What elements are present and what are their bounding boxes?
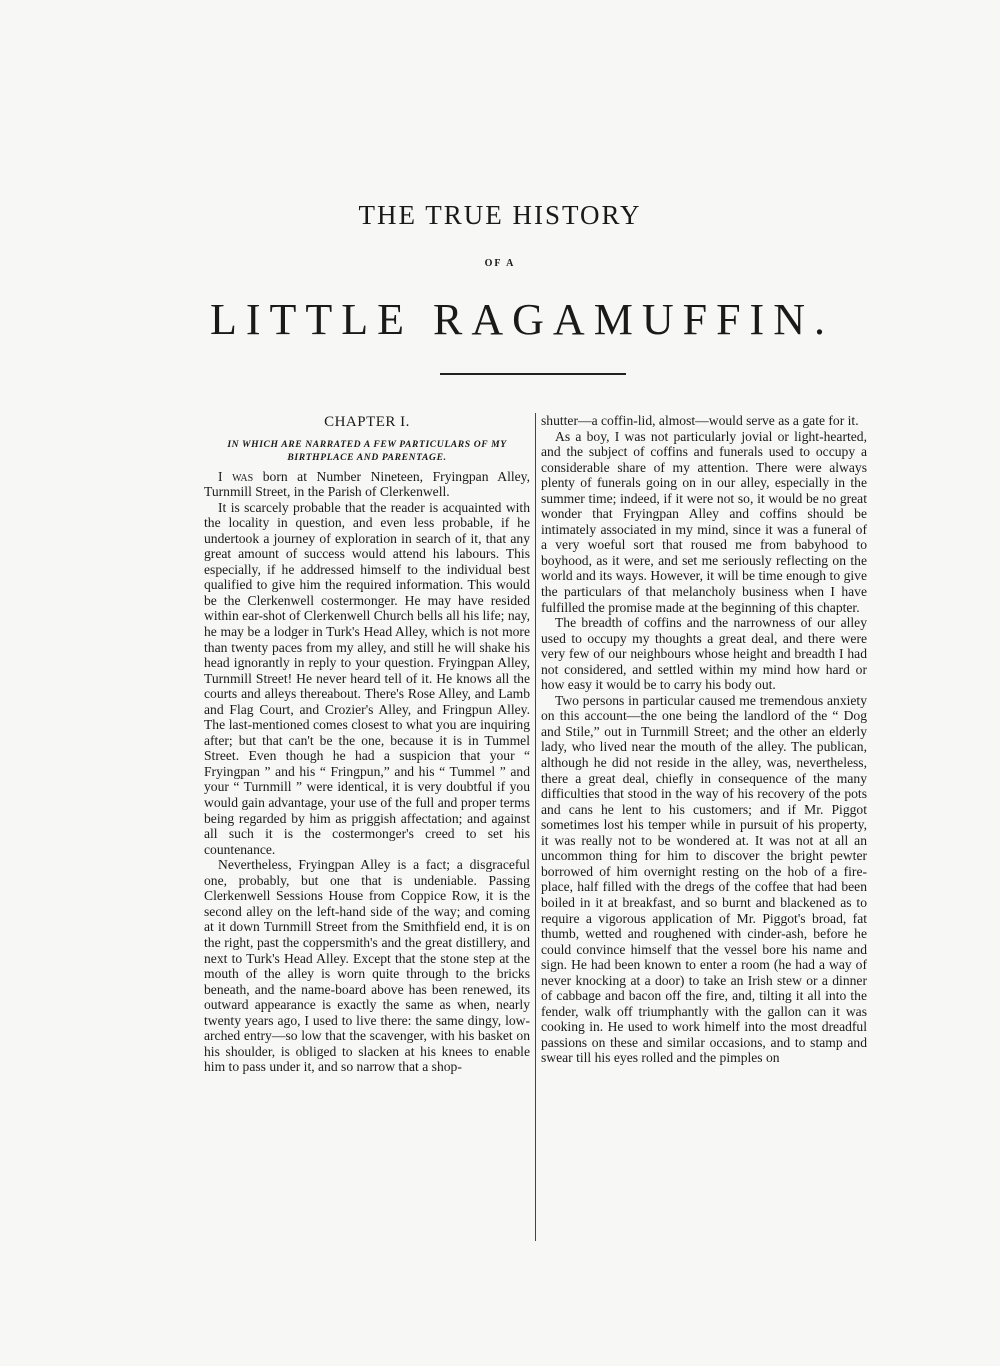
paragraph-2: It is scarcely probable that the reader is acquainted with the locality in question, and even less probable, if he undertook a journey of exploration in search of it, that any great amount of success would attend his labours. This especially, if he addressed himself to the individual best qualified to give him the required information. This would be the Clerkenwell costermonger. He may have resided within ear-shot of Clerkenwell Church bells all his life; nay, he may be a lodger in Turk's Head Alley, which is not more than twenty paces from my alley, and still he will shake his head ignorantly in reply to your question. Fryingpan Alley, Turnmill Street! He never heard tell of it. He knows all the courts and alleys thereabout. There's Rose Alley, and Lamb and Flag Court, and Crozier's Alley, and Fringpun Alley. The last-mentioned comes closest to what you are inquiring after; but that can't be the one, because it is in Tummel Street. Even though he had a suspicion that your “ Fryingpan ” and his “ Fringpun,” and his “ Tummel ” and your “ Turnmill ” were identical, it is very doubtful if you would gain advantage, your use of the full and proper terms being regarded by him as priggish affectation; and against all such it is the costermonger's creed to set his countenance. bbox=[204, 499, 530, 857]
title-main: LITTLE RAGAMUFFIN. bbox=[210, 295, 834, 344]
paragraph-1-body: born at Number Nineteen, Fryingpan Alley, Turnmill Street, in the Parish of Clerkenwell. bbox=[204, 468, 530, 500]
paragraph-1 bbox=[204, 469, 530, 500]
paragraph-5: As a boy, I was not particularly jovial or light-hearted, and the subject of coffins and funerals used to occupy a considerable share of my attention. There were always plenty of funerals going on in our alley, especially in the summer time; indeed, if it were not so, it would be no great wonder that Fryingpan Alley and coffins should be intimately associated in my mind, since it was a funeral of a very woeful sort that roused me from babyhood to boyhood, as it were, and set me seriously reflecting on the world and its ways. However, it will be time enough to give the particulars of that melancholy business when I have fulfilled the promise made at the beginning of this chapter. bbox=[541, 428, 867, 615]
paragraph-1-lead: I was bbox=[218, 468, 254, 484]
right-column bbox=[541, 413, 867, 1066]
left-column bbox=[204, 413, 530, 1075]
column-divider bbox=[535, 413, 536, 1241]
title-line-2: OF A bbox=[484, 258, 516, 269]
paragraph-4: shutter—a coffin-lid, almost—would serve as a gate for it. bbox=[541, 413, 859, 428]
paragraph-3: Nevertheless, Fryingpan Alley is a fact; a disgraceful one, probably, but one that is undeniable. Passing Clerkenwell Sessions House from Coppice Row, it is the second alley on the left-hand side of the way; and coming at it down Turnmill Street from the Smithfield end, it is on the right, past the coppersmith's and the great distillery, and next to Turk's Head Alley. Except that the stone step at the mouth of the alley is worn quite through to the bricks beneath, and the name-board above has been renewed, its outward appearance is exactly the same as when, nearly twenty years ago, I used to live there: the same dingy, low-arched entry—so low that the scavenger, with his basket on his shoulder, is obliged to slacken at his knees to enable him to pass under it, and so narrow that a shop- bbox=[204, 857, 530, 1075]
paragraph-6: The breadth of coffins and the narrowness of our alley used to occupy my thoughts a great deal, and there were very few of our neighbours whose height and breadth I had not considered, and settled within my mind how hard or how easy it would be to carry his body out. bbox=[541, 615, 867, 693]
chapter-subtitle: IN WHICH ARE NARRATED A FEW PARTICULARS OF MY BIRTHPLACE AND PARENTAGE. bbox=[227, 438, 507, 463]
paragraph-7: Two persons in particular caused me tremendous anxiety on this account—the one being the landlord of the “ Dog and Stile,” out in Turnmill Street; and the other an elderly lady, who lived near the mouth of the alley. The publican, although he did not reside in the alley, was, nevertheless, there a great deal, chiefly in consequence of the many difficulties that stood in the way of his recovery of the pots and cans he lent to his customers; and if Mr. Piggot sometimes lost his temper while in pursuit of his property, it was really not to be wondered at. It was not at all an uncommon thing for him to discover the bright pewter borrowed of him overnight resting on the hob of a fire-place, half filled with the dregs of the coffee that had been boiled in it at breakfast, and so burnt and blackened as to require a vigorous application of Mr. Piggot's broad, fat thumb, wetted and roughened with cinder-ash, before he could convince himself that the vessel bore his name and sign. He had been known to enter a room (he had a way of never knocking at a door) to take an Irish stew or a dinner of cabbage and bacon off the fire, and, tilting it all into the fender, walk off triumphantly with the gallon can it was cooking in. He used to work himelf into the most dreadful passions on these and similar occasions, and to stamp and swear till his eyes rolled and the pimples on bbox=[541, 692, 867, 1066]
chapter-heading: CHAPTER I. bbox=[324, 414, 410, 430]
title-line-1: THE TRUE HISTORY bbox=[358, 200, 642, 230]
title-rule bbox=[440, 373, 626, 375]
